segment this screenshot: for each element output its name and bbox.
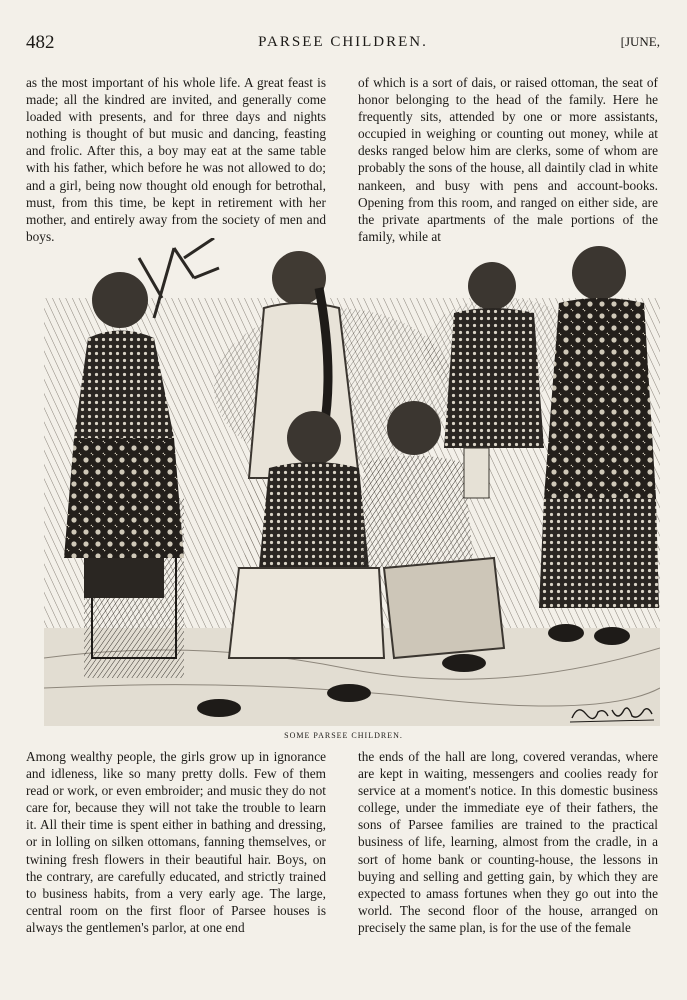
paragraph-top-right: of which is a sort of dais, or raised ottoman, the seat of honor belonging to the head of the family. Here he frequently sits, attended by one or more assistants, occupied in weighing or counting out money, while at desks ranged below him are clerks, some of whom are probably the sons of the house, all daintily clad in white nankeen, and busy with pens and account-books. Opening from this room, and ranged on either side, are the private apartments of the male portions of the family, while at	[358, 75, 658, 244]
paragraph-bottom-right: the ends of the hall are long, covered verandas, where are kept in waiting, messengers and coolies ready for service at a moment's notice. In this domestic business college, under the immediate eye of their fathers, the sons of Parsee families are trained to the practical business of life, learning, almost from the cradle, in a sort of home bank or counting-house, the lessons in buying and selling and getting gain, by which they are expected to amass fortunes when they go out into the world. The second floor of the house, arranged on precisely the same plan, is for the use of the female	[358, 749, 658, 935]
page-header	[26, 32, 660, 54]
text-column-top-right	[358, 74, 658, 245]
text-column-bottom-left	[26, 748, 326, 936]
running-title: PARSEE CHILDREN.	[258, 34, 428, 50]
page-number: 482	[26, 32, 55, 53]
illustration-caption: SOME PARSEE CHILDREN.	[284, 731, 403, 740]
text-column-top-left	[26, 74, 326, 245]
running-month: [JUNE,	[620, 34, 660, 49]
text-column-bottom-right	[358, 748, 658, 936]
engraving-illustration	[44, 238, 660, 726]
engraver-signature	[568, 700, 656, 726]
paragraph-top-left: as the most important of his whole life. A great feast is made; all the kindred are invited, and generally come loaded with presents, and for three days and nights nothing is thought of but music and dancing, feasting and frolic. After this, a boy may eat at the same table with his father, which before he was not allowed to do; and a girl, being now thought old enough for betrothal, must, from this time, be kept in retirement with her mother, and entirely away from the society of men and boys.	[26, 75, 326, 244]
signature-mark	[568, 700, 656, 726]
engraving-image	[44, 238, 660, 726]
paragraph-bottom-left: Among wealthy people, the girls grow up in ignorance and idleness, like so many pretty dolls. Few of them read or work, or even embroider; and music they do not care for, because they will not take the trouble to learn it. All their time is spent either in bathing and dressing, or in lolling on silken ottomans, fanning themselves, or twining fresh flowers in their beautiful hair. Boys, on the contrary, are carefully educated, and strictly trained to business habits, from a very early age. The large, central room on the first floor of Parsee houses is always the gentlemen's parlor, at one end	[26, 749, 326, 935]
